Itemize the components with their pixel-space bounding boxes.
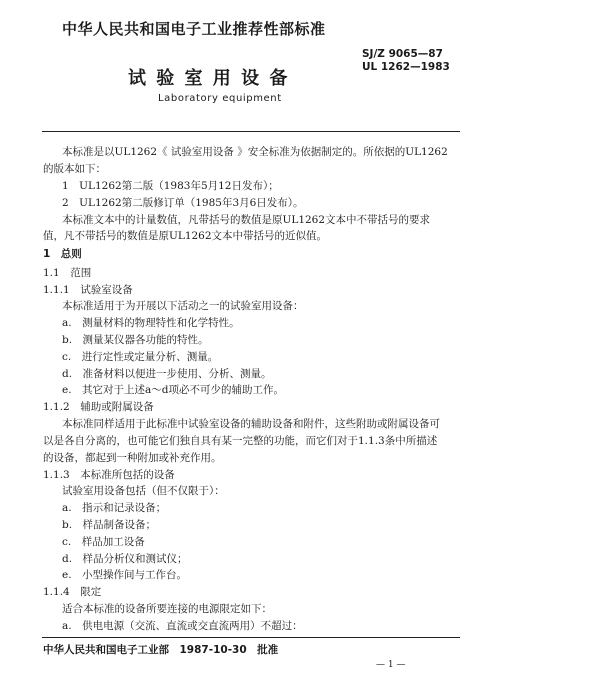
intro-item-2: 2 UL1262第二版修订单（1985年3月6日发布）。 xyxy=(62,197,304,209)
list-item: b. 样品制备设备； xyxy=(62,519,157,531)
list-item: e. 小型操作间与工作台。 xyxy=(62,569,188,581)
section-1-1-1-heading: 1.1.1 试验室设备 xyxy=(43,284,133,296)
list-item: e. 其它对于上述a～d项必不可少的辅助工作。 xyxy=(62,384,285,396)
section-1-heading: 1 总则 xyxy=(43,248,82,260)
section-1-1-4-heading: 1.1.4 限定 xyxy=(43,586,102,598)
section-1-1-3-text: 试验室用设备包括（但不仅限于）： xyxy=(62,485,225,497)
intro-item-1: 1 UL1262第二版（1983年5月12日发布）； xyxy=(62,180,279,192)
footer-rule xyxy=(42,637,460,638)
intro-line-2: 的版本如下： xyxy=(43,163,106,175)
list-item: a. 指示和记录设备； xyxy=(62,502,167,514)
section-1-1-4-text: 适合本标准的设备所要连接的电源限定如下： xyxy=(62,603,272,615)
approval-line: 中华人民共和国电子工业部 1987-10-30 批准 xyxy=(43,644,279,656)
intro-line-3: 本标准文本中的计量数值，凡带括号的数值是原UL1262文本中不带括号的要求 xyxy=(62,214,431,226)
section-1-1-2-line-1: 本标准同样适用于此标准中试验室设备的辅助设备和附件，这些附助或附属设备可 xyxy=(62,418,440,430)
list-item: c. 进行定性或定量分析、测量。 xyxy=(62,351,219,363)
header-rule xyxy=(42,131,460,132)
list-item: a. 测量材料的物理特性和化学特性。 xyxy=(62,317,240,329)
document-title-english: Laboratory equipment xyxy=(158,93,282,104)
intro-line-4: 值，凡不带括号的数值是原UL1262文本中带括号的近似值。 xyxy=(43,230,328,242)
standard-number: SJ/Z 9065—87 xyxy=(362,48,443,60)
intro-line-1: 本标准是以UL1262《 试验室用设备 》安全标准为依据制定的。所依据的UL1262 xyxy=(62,146,448,158)
list-item: b. 测量某仪器各功能的特性。 xyxy=(62,334,209,346)
section-1-1-1-text: 本标准适用于为开展以下活动之一的试验室用设备： xyxy=(62,300,304,312)
document-title: 试 验 室 用 设 备 xyxy=(128,68,290,89)
section-1-1-2-line-2: 以是各自分离的，也可能它们独自具有某一完整的功能，而它们对于1.1.3条中所描述 xyxy=(43,435,438,447)
section-1-1-2-line-3: 的设备，都起到一种附加或补充作用。 xyxy=(43,452,222,464)
ul-number: UL 1262—1983 xyxy=(362,61,450,73)
org-title: 中华人民共和国电子工业推荐性部标准 xyxy=(62,20,326,38)
section-1-1-4-item-a: a. 供电电源（交流、直流或交直流两用）不超过： xyxy=(62,620,303,632)
list-item: d. 样品分析仪和测试仪； xyxy=(62,553,188,565)
section-1-1-3-heading: 1.1.3 本标准所包括的设备 xyxy=(43,469,175,481)
section-1-1-2-heading: 1.1.2 辅助或附属设备 xyxy=(43,401,154,413)
section-1-1-heading: 1.1 范围 xyxy=(43,267,92,279)
list-item: c. 样品加工设备 xyxy=(62,536,145,548)
list-item: d. 准备材料以便进一步使用、分析、测量。 xyxy=(62,368,272,380)
page-number: — 1 — xyxy=(376,660,406,670)
